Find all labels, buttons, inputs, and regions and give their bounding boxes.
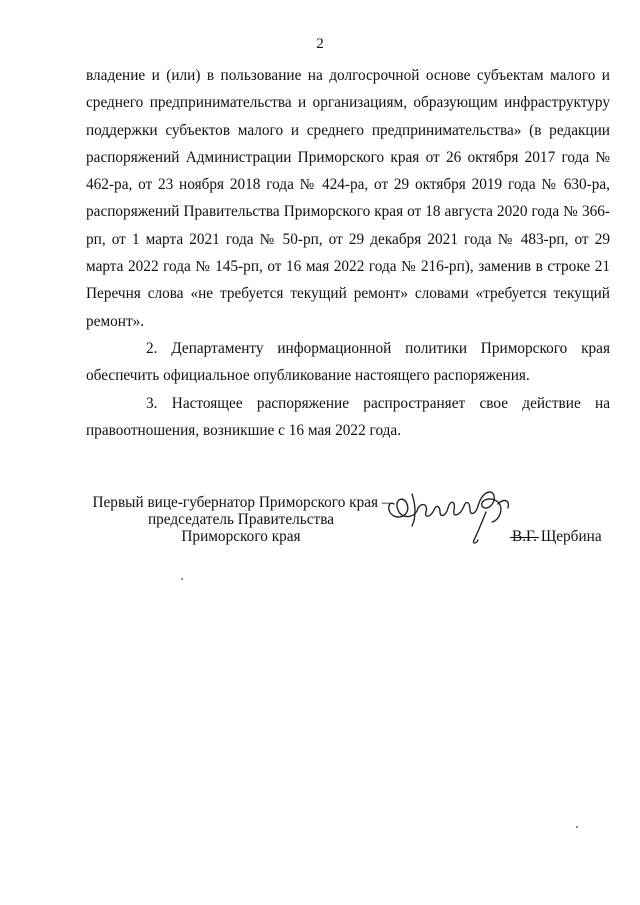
position-line: Приморского края [181, 528, 301, 545]
paragraph-item-3 [86, 390, 610, 445]
scan-artifact [181, 578, 183, 580]
signer-initials: В.Г. [512, 528, 537, 545]
paragraph-text: Настоящее распоряжение распространяет свое действие на правоотношения, возникшие с 16 мая 2022 года. [86, 394, 610, 439]
scan-artifact [576, 826, 578, 828]
paragraph-item-2 [86, 335, 610, 390]
item-number: 3. [146, 394, 158, 412]
signature-block [86, 494, 610, 564]
paragraph-text: Департаменту информационной политики Приморского края обеспечить официальное опубликование настоящего распоряжения. [86, 339, 610, 385]
signer-surname: Щербина [540, 528, 602, 545]
signatory-position [86, 494, 396, 545]
position-line: председатель Правительства [147, 511, 335, 528]
document-body [86, 62, 610, 444]
position-line: Первый вице-губернатор Приморского края – [92, 494, 390, 511]
handwritten-signature [382, 482, 532, 552]
signer-name [512, 528, 602, 546]
item-number: 2. [146, 339, 158, 357]
paragraph-continuation: владение и (или) в пользование на долгосрочной основе субъектам малого и среднего предпринимательства и организациям, образующим инфраструктуру поддержки субъектов малого и среднего предпринимательства» (в редакции распоряжений Администрации Приморского края от 26 октября 2017 года № 462-ра, от 23 ноября 2018 года № 424-ра, от 29 октября 2019 года № 630-ра, распоряжений Правительства Приморского края от 18 августа 2020 года № 366-рп, от 1 марта 2021 года № 50-рп, от 29 декабря 2021 года № 483-рп, от 29 марта 2022 года № 145-рп, от 16 мая 2022 года № 216-рп), заменив в строке 21 Перечня слова «не требуется текущий ремонт» словами «требуется текущий ремонт». [86, 67, 610, 330]
page-number: 2 [316, 36, 324, 52]
